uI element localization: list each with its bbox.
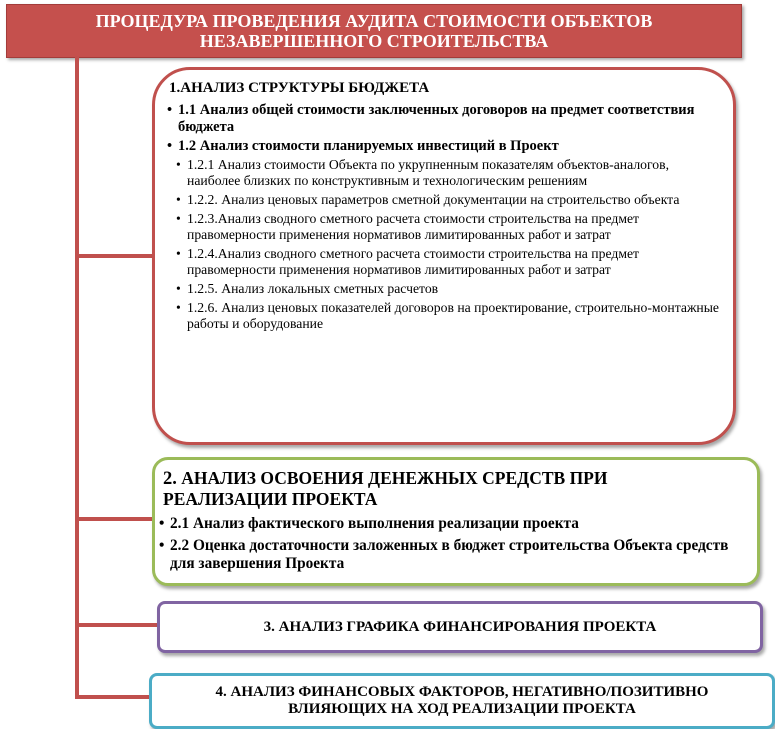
sub-list-item: [167, 300, 723, 332]
financing-schedule-label: 3. АНАЛИЗ ГРАФИКА ФИНАНСИРОВАНИЯ ПРОЕКТА: [263, 618, 657, 635]
budget-structure-heading: 1.АНАЛИЗ СТРУКТУРЫ БЮДЖЕТА: [169, 80, 430, 96]
bullet-icon: •: [167, 102, 173, 118]
funds-utilization-box: [152, 457, 760, 586]
bullet-icon: •: [159, 537, 165, 554]
diagram-title: [6, 4, 742, 58]
item-text: 1.2.6. Анализ ценовых показателей договоров на проектирование, строительно-монтажные работы и оборудование: [187, 300, 720, 331]
bullet-icon: •: [167, 138, 173, 154]
item-text: 1.2 Анализ стоимости планируемых инвестиций в Проект: [178, 138, 559, 154]
financing-schedule-box: [157, 601, 763, 653]
funds-utilization-heading: [163, 468, 607, 509]
section-number: 2.: [163, 469, 177, 489]
list-item: [159, 515, 751, 533]
budget-structure-items: [167, 102, 723, 335]
title-line-1: ПРОЦЕДУРА ПРОВЕДЕНИЯ АУДИТА СТОИМОСТИ ОБЪЕКТОВ: [95, 11, 653, 31]
item-text: 1.2.1 Анализ стоимости Объекта по укрупненным показателям объектов-аналогов, наиболее близких по конструктивным и технологическим решениям: [187, 157, 670, 188]
sub-list-item: [167, 157, 723, 189]
item-text: 2.2 Оценка достаточности заложенных в бюджет строительства Объекта средств для завершения Проекта: [170, 537, 729, 572]
heading-part-1: АНАЛИЗ ОСВОЕНИЯ ДЕНЕЖНЫХ СРЕДСТВ ПРИ: [176, 468, 608, 488]
connector-branch-2: [75, 517, 154, 521]
list-item: [159, 537, 751, 573]
bullet-icon: •: [176, 211, 181, 226]
bullet-icon: •: [176, 246, 181, 261]
bullet-icon: •: [176, 157, 181, 172]
connector-trunk: [75, 56, 79, 697]
financial-factors-box: [149, 673, 775, 729]
bullet-icon: •: [176, 300, 181, 315]
bullet-icon: •: [176, 192, 181, 207]
item-text: 1.2.4.Анализ сводного сметного расчета стоимости строительства на предмет правомерности применения нормативов лимитированных работ и затрат: [187, 246, 640, 277]
sub-list-item: [167, 246, 723, 278]
bullet-icon: •: [159, 515, 165, 532]
financial-factors-line-2: ВЛИЯЮЩИХ НА ХОД РЕАЛИЗАЦИИ ПРОЕКТА: [288, 701, 636, 717]
item-text: 1.1 Анализ общей стоимости заключенных договоров на предмет соответствия бюджета: [178, 102, 695, 135]
connector-branch-3: [75, 623, 159, 627]
sub-list-item: [167, 281, 723, 297]
connector-branch-1: [75, 254, 154, 258]
item-text: 1.2.5. Анализ локальных сметных расчетов: [187, 281, 439, 296]
financial-factors-line-1: 4. АНАЛИЗ ФИНАНСОВЫХ ФАКТОРОВ, НЕГАТИВНО/ПОЗИТИВНО: [215, 684, 709, 700]
title-line-2: НЕЗАВЕРШЕННОГО СТРОИТЕЛЬСТВА: [199, 31, 549, 51]
list-item: [167, 138, 723, 155]
bullet-icon: •: [176, 281, 181, 296]
funds-utilization-items: [159, 515, 751, 577]
item-text: 1.2.3.Анализ сводного сметного расчета стоимости строительства на предмет правомерности применения нормативов лимитированных работ и затрат: [187, 211, 640, 242]
item-text: 2.1 Анализ фактического выполнения реализации проекта: [170, 515, 579, 532]
heading-part-2: РЕАЛИЗАЦИИ ПРОЕКТА: [163, 489, 378, 509]
sub-list-item: [167, 192, 723, 208]
sub-list-item: [167, 211, 723, 243]
budget-structure-box: [152, 67, 736, 445]
connector-branch-4: [75, 695, 151, 699]
list-item: [167, 102, 723, 136]
item-text: 1.2.2. Анализ ценовых параметров сметной документации на строительство объекта: [187, 192, 680, 207]
